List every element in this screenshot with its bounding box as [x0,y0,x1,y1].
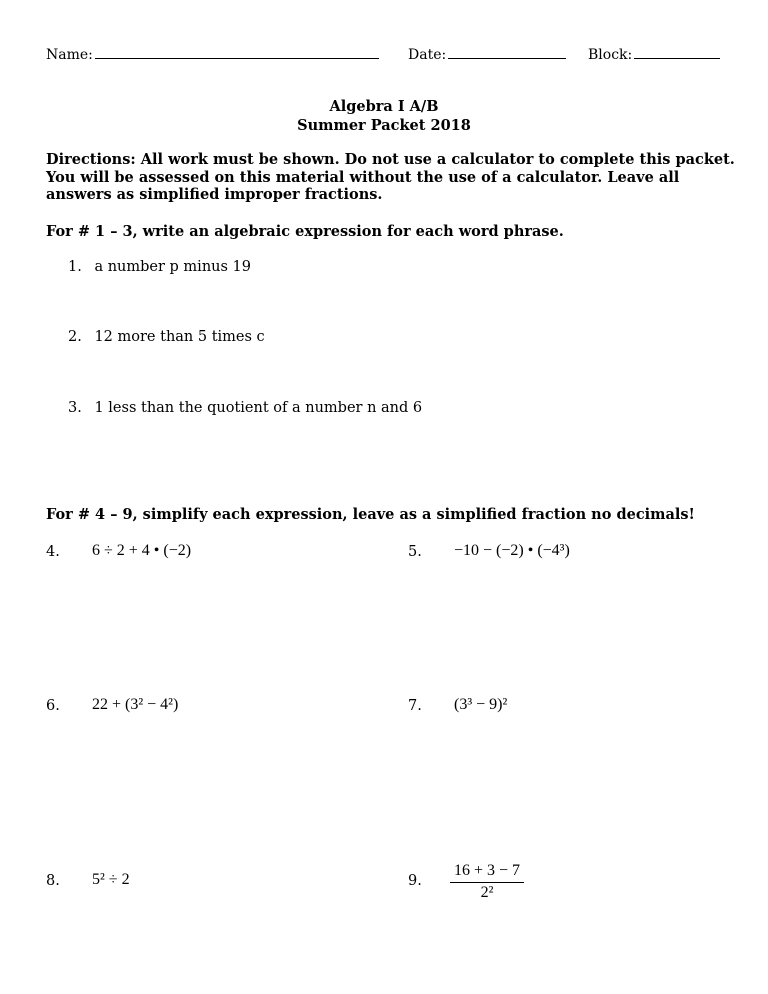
problem-6-number: 6. [46,698,60,714]
section2-heading: For # 4 – 9, simplify each expression, leave as a simplified fraction no decimals! [46,506,695,523]
problem-9-expression [450,862,524,902]
problem-6-expression [92,696,178,714]
block-label: Block: [588,47,633,63]
problem-1 [68,259,251,275]
problem-5-number: 5. [408,544,422,560]
fraction-numerator: 16 + 3 − 7 [450,862,524,883]
problem-text: 1 less than the quotient of a number n and 6 [94,400,423,416]
problem-4-expression [92,542,191,560]
problem-8-expression [92,871,130,889]
problem-2 [68,329,265,345]
expression-text: 6 ÷ 2 + 4 • (−2) [92,542,192,559]
date-field[interactable] [408,46,566,63]
expression-text: 22 + (3² − 4²) [92,696,179,713]
date-label: Date: [408,47,447,63]
problem-number: 1. [68,259,82,275]
problem-9-number: 9. [408,873,422,889]
expression-text: −10 − (−2) • (−4³) [454,542,570,559]
page-subtitle: Summer Packet 2018 [297,117,471,134]
problem-5-expression [454,542,570,560]
fraction-denominator: 2² [480,884,494,901]
problem-4-number: 4. [46,544,60,560]
name-blank[interactable] [95,46,379,59]
page-title: Algebra I A/B [329,98,439,115]
name-field[interactable] [46,46,379,63]
fraction [450,862,524,902]
directions: Directions: All work must be shown. Do not use a calculator to complete this packet. You will be assessed on this material without the use of a calculator. Leave all answers as simplified improper fractions. [46,151,735,203]
date-blank[interactable] [448,46,566,59]
problem-number: 2. [68,329,82,345]
block-blank[interactable] [634,46,720,59]
section1-heading: For # 1 – 3, write an algebraic expression for each word phrase. [46,223,564,240]
problem-7-number: 7. [408,698,422,714]
expression-text: (3³ − 9)² [454,696,508,713]
problem-8-number: 8. [46,873,60,889]
problem-number: 3. [68,400,82,416]
problem-text: a number p minus 19 [94,259,251,275]
block-field[interactable] [588,46,720,63]
problem-7-expression [454,696,507,714]
name-label: Name: [46,47,93,63]
expression-text: 5² ÷ 2 [92,871,130,888]
problem-3 [68,400,422,416]
problem-text: 12 more than 5 times c [94,329,265,345]
